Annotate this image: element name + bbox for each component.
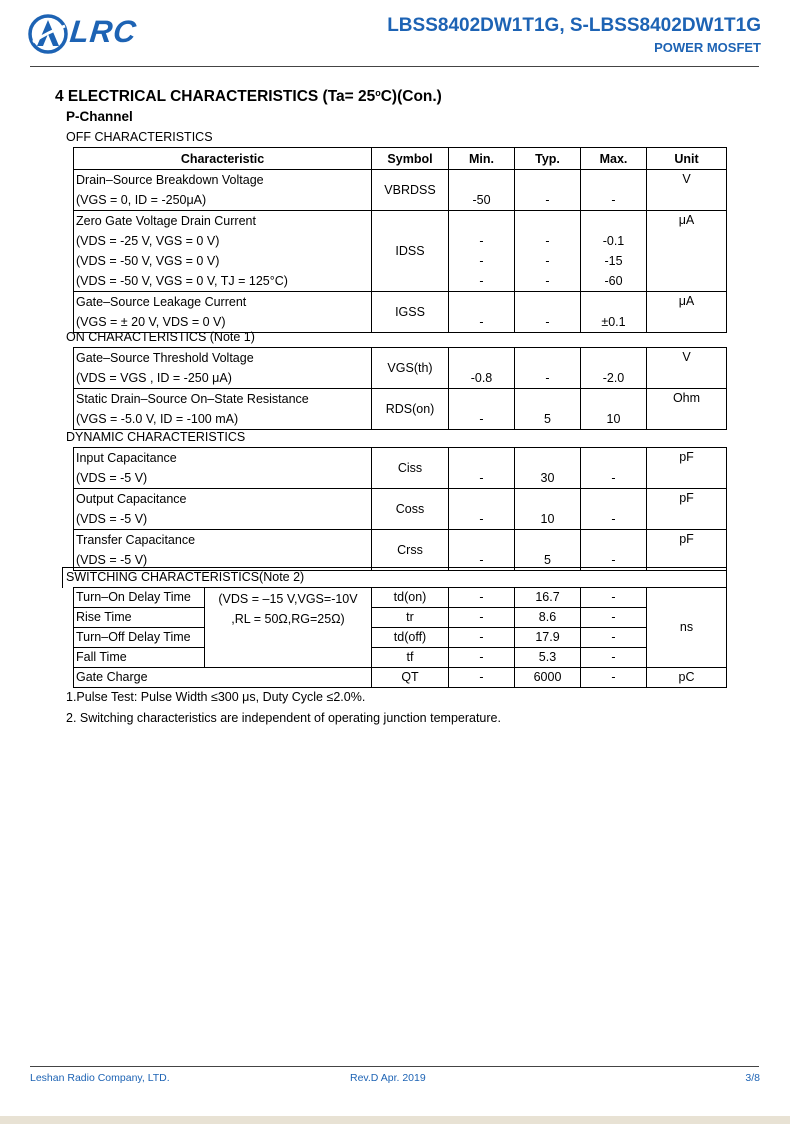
max-value: -: [611, 512, 616, 526]
min-cell: [449, 292, 515, 333]
table-row: [74, 628, 727, 648]
symbol-cell: IDSS: [372, 211, 449, 292]
typ-cell: 17.9: [515, 628, 581, 648]
test-condition: (VDS = -50 V, VGS = 0 V): [76, 254, 220, 268]
unit-cell: pC: [647, 668, 727, 688]
max-value: -: [611, 553, 616, 567]
min-spacer: [451, 530, 512, 550]
symbol-cell: td(on): [372, 588, 449, 608]
max-cell: -: [581, 588, 647, 608]
typ-value: -: [545, 193, 550, 207]
switching-condition-line1: (VDS = –15 V,VGS=-10V: [218, 592, 358, 606]
typ-cell: [515, 211, 581, 292]
test-condition: (VDS = -25 V, VGS = 0 V): [76, 234, 220, 248]
min-cell: [449, 211, 515, 292]
company-logo: [28, 12, 148, 58]
typ-spacer: [517, 170, 578, 190]
col-unit: Unit: [647, 148, 727, 170]
min-spacer: [451, 170, 512, 190]
typ-value: 5: [544, 553, 551, 567]
min-cell: [449, 389, 515, 430]
unit-cell: μA: [647, 211, 727, 292]
typ-cell: [515, 389, 581, 430]
max-cell: [581, 448, 647, 489]
table-row: [74, 170, 727, 211]
table-row: [74, 608, 727, 628]
max-cell: [581, 530, 647, 571]
max-cell: -: [581, 648, 647, 668]
device-type: POWER MOSFET: [654, 40, 761, 55]
section-title-suffix: C)(Con.): [380, 88, 442, 105]
min-spacer: [451, 348, 512, 368]
footer-company: Leshan Radio Company, LTD.: [30, 1072, 170, 1084]
typ-cell: [515, 292, 581, 333]
max-value: 10: [606, 412, 621, 426]
max-cell: [581, 292, 647, 333]
symbol-cell: Coss: [372, 489, 449, 530]
group-label-on: ON CHARACTERISTICS (Note 1): [66, 330, 255, 344]
min-value: -: [479, 254, 484, 268]
characteristic-name: Static Drain–Source On–State Resistance: [76, 392, 309, 406]
max-cell: [581, 211, 647, 292]
max-spacer: [583, 530, 644, 550]
max-value: -0.1: [602, 234, 625, 248]
max-cell: [581, 389, 647, 430]
characteristic-cell: [74, 170, 372, 211]
min-spacer: [451, 389, 512, 409]
typ-value: -: [545, 274, 550, 288]
unit-cell: pF: [647, 530, 727, 571]
typ-cell: 16.7: [515, 588, 581, 608]
min-value: -: [479, 315, 484, 329]
switching-name-cell: Fall Time: [74, 648, 205, 668]
typ-value: -: [545, 371, 550, 385]
max-cell: [581, 348, 647, 389]
max-value: ±0.1: [601, 315, 626, 329]
characteristic-name: Gate–Source Threshold Voltage: [76, 351, 254, 365]
characteristic-cell: [74, 489, 372, 530]
unit-cell: V: [647, 348, 727, 389]
group-label-off: OFF CHARACTERISTICS: [66, 130, 213, 144]
logo-emblem-icon: [28, 12, 70, 56]
typ-spacer: [517, 389, 578, 409]
characteristic-name: Gate–Source Leakage Current: [76, 295, 247, 309]
characteristic-cell: [74, 389, 372, 430]
col-typ: Typ.: [515, 148, 581, 170]
min-cell: -: [449, 608, 515, 628]
col-max: Max.: [581, 148, 647, 170]
typ-value: -: [545, 315, 550, 329]
min-cell: [449, 170, 515, 211]
switching-condition-cell: [205, 588, 372, 668]
test-condition: (VDS = -5 V): [76, 471, 148, 485]
table-row: [74, 448, 727, 489]
typ-spacer: [517, 448, 578, 468]
symbol-cell: tr: [372, 608, 449, 628]
typ-spacer: [517, 489, 578, 509]
min-value: -: [479, 412, 484, 426]
channel-title: P-Channel: [66, 109, 133, 124]
switching-characteristics-table: [73, 587, 727, 688]
min-spacer: [451, 211, 512, 231]
typ-cell: [515, 348, 581, 389]
characteristic-name: Transfer Capacitance: [76, 533, 196, 547]
test-condition: (VDS = -50 V, VGS = 0 V, TJ = 125°C): [76, 274, 288, 288]
logo-text: LRC: [68, 14, 139, 49]
table-row: [74, 588, 727, 608]
symbol-cell: QT: [372, 668, 449, 688]
typ-cell: [515, 489, 581, 530]
test-condition: (VGS = 0, ID = -250μA): [76, 193, 207, 207]
max-spacer: [583, 489, 644, 509]
characteristic-name: Input Capacitance: [76, 451, 177, 465]
typ-value: -: [545, 254, 550, 268]
min-value: -: [479, 471, 484, 485]
symbol-cell: Crss: [372, 530, 449, 571]
note-1: 1.Pulse Test: Pulse Width ≤300 μs, Duty Cycle ≤2.0%.: [66, 690, 366, 704]
max-value: -15: [604, 254, 623, 268]
typ-value: -: [545, 234, 550, 248]
max-value: -: [611, 471, 616, 485]
typ-cell: 6000: [515, 668, 581, 688]
max-spacer: [583, 389, 644, 409]
min-cell: -: [449, 628, 515, 648]
section-title-degree: o: [375, 88, 381, 98]
typ-cell: [515, 170, 581, 211]
table-row: [74, 648, 727, 668]
min-spacer: [451, 448, 512, 468]
min-value: -: [479, 234, 484, 248]
min-cell: -: [449, 588, 515, 608]
typ-spacer: [517, 292, 578, 312]
max-value: -2.0: [602, 371, 625, 385]
min-value: -: [479, 274, 484, 288]
max-spacer: [583, 292, 644, 312]
typ-spacer: [517, 211, 578, 231]
min-cell: -: [449, 668, 515, 688]
unit-cell: μA: [647, 292, 727, 333]
min-value: -0.8: [470, 371, 493, 385]
table-row: [74, 489, 727, 530]
characteristic-cell: [74, 530, 372, 571]
min-cell: [449, 489, 515, 530]
switching-name-cell: Turn–Off Delay Time: [74, 628, 205, 648]
switching-name-cell: Turn–On Delay Time: [74, 588, 205, 608]
characteristic-name: Output Capacitance: [76, 492, 187, 506]
typ-value: 30: [540, 471, 555, 485]
col-characteristic: Characteristic: [74, 148, 372, 170]
part-numbers: LBSS8402DW1T1G, S-LBSS8402DW1T1G: [387, 15, 761, 36]
min-value: -: [479, 512, 484, 526]
symbol-cell: td(off): [372, 628, 449, 648]
test-condition: (VGS = -5.0 V, ID = -100 mA): [76, 412, 239, 426]
off-characteristics-table: [73, 147, 727, 333]
table-row: [74, 292, 727, 333]
section-title: [55, 88, 442, 106]
switching-unit-cell: ns: [647, 588, 727, 668]
table-row: [74, 668, 727, 688]
switching-condition-line2: ,RL = 50Ω,RG=25Ω): [231, 612, 345, 626]
group-label-dynamic: DYNAMIC CHARACTERISTICS: [66, 430, 246, 444]
max-spacer: [583, 348, 644, 368]
typ-spacer: [517, 348, 578, 368]
typ-value: 5: [544, 412, 551, 426]
symbol-cell: VBRDSS: [372, 170, 449, 211]
characteristic-name: Zero Gate Voltage Drain Current: [76, 214, 256, 228]
test-condition: (VDS = VGS , ID = -250 μA): [76, 371, 232, 385]
max-cell: -: [581, 608, 647, 628]
col-min: Min.: [449, 148, 515, 170]
max-value: -60: [604, 274, 623, 288]
table-row: [74, 348, 727, 389]
symbol-cell: VGS(th): [372, 348, 449, 389]
characteristic-name: Drain–Source Breakdown Voltage: [76, 173, 264, 187]
characteristic-cell: [74, 348, 372, 389]
typ-spacer: [517, 530, 578, 550]
symbol-cell: tf: [372, 648, 449, 668]
characteristic-cell: [74, 292, 372, 333]
table-row: [74, 530, 727, 571]
symbol-cell: Ciss: [372, 448, 449, 489]
max-cell: -: [581, 668, 647, 688]
max-spacer: [583, 211, 644, 231]
min-cell: [449, 448, 515, 489]
group-label-switching: SWITCHING CHARACTERISTICS(Note 2): [66, 570, 305, 584]
typ-cell: [515, 530, 581, 571]
max-cell: -: [581, 628, 647, 648]
min-spacer: [451, 489, 512, 509]
typ-value: 10: [540, 512, 555, 526]
max-value: -: [611, 193, 616, 207]
footer-page: 3/8: [745, 1072, 760, 1084]
symbol-cell: RDS(on): [372, 389, 449, 430]
symbol-cell: IGSS: [372, 292, 449, 333]
min-spacer: [451, 292, 512, 312]
table-row: [74, 211, 727, 292]
min-cell: -: [449, 648, 515, 668]
max-cell: [581, 170, 647, 211]
footer-divider: [30, 1066, 759, 1067]
section-title-prefix: 4 ELECTRICAL CHARACTERISTICS (Ta= 25: [55, 88, 376, 105]
max-spacer: [583, 448, 644, 468]
footer-revision: Rev.D Apr. 2019: [350, 1072, 426, 1084]
characteristic-cell: [74, 211, 372, 292]
test-condition: (VGS = ± 20 V, VDS = 0 V): [76, 315, 226, 329]
on-characteristics-table: [73, 347, 727, 430]
gate-charge-name-cell: Gate Charge: [74, 668, 372, 688]
characteristic-cell: [74, 448, 372, 489]
unit-cell: pF: [647, 448, 727, 489]
unit-cell: Ohm: [647, 389, 727, 430]
typ-cell: [515, 448, 581, 489]
typ-cell: 5.3: [515, 648, 581, 668]
switching-name-cell: Rise Time: [74, 608, 205, 628]
unit-cell: V: [647, 170, 727, 211]
min-cell: [449, 348, 515, 389]
dynamic-characteristics-table: [73, 447, 727, 571]
test-condition: (VDS = -5 V): [76, 553, 148, 567]
min-value: -: [479, 553, 484, 567]
test-condition: (VDS = -5 V): [76, 512, 148, 526]
table-header-row: [74, 148, 727, 170]
page-bottom-strip: [0, 1116, 790, 1124]
min-cell: [449, 530, 515, 571]
table-row: [74, 389, 727, 430]
col-symbol: Symbol: [372, 148, 449, 170]
header-divider: [30, 66, 759, 67]
min-value: -50: [472, 193, 491, 207]
max-cell: [581, 489, 647, 530]
unit-cell: pF: [647, 489, 727, 530]
note-2: 2. Switching characteristics are independent of operating junction temperature.: [66, 711, 501, 725]
typ-cell: 8.6: [515, 608, 581, 628]
max-spacer: [583, 170, 644, 190]
